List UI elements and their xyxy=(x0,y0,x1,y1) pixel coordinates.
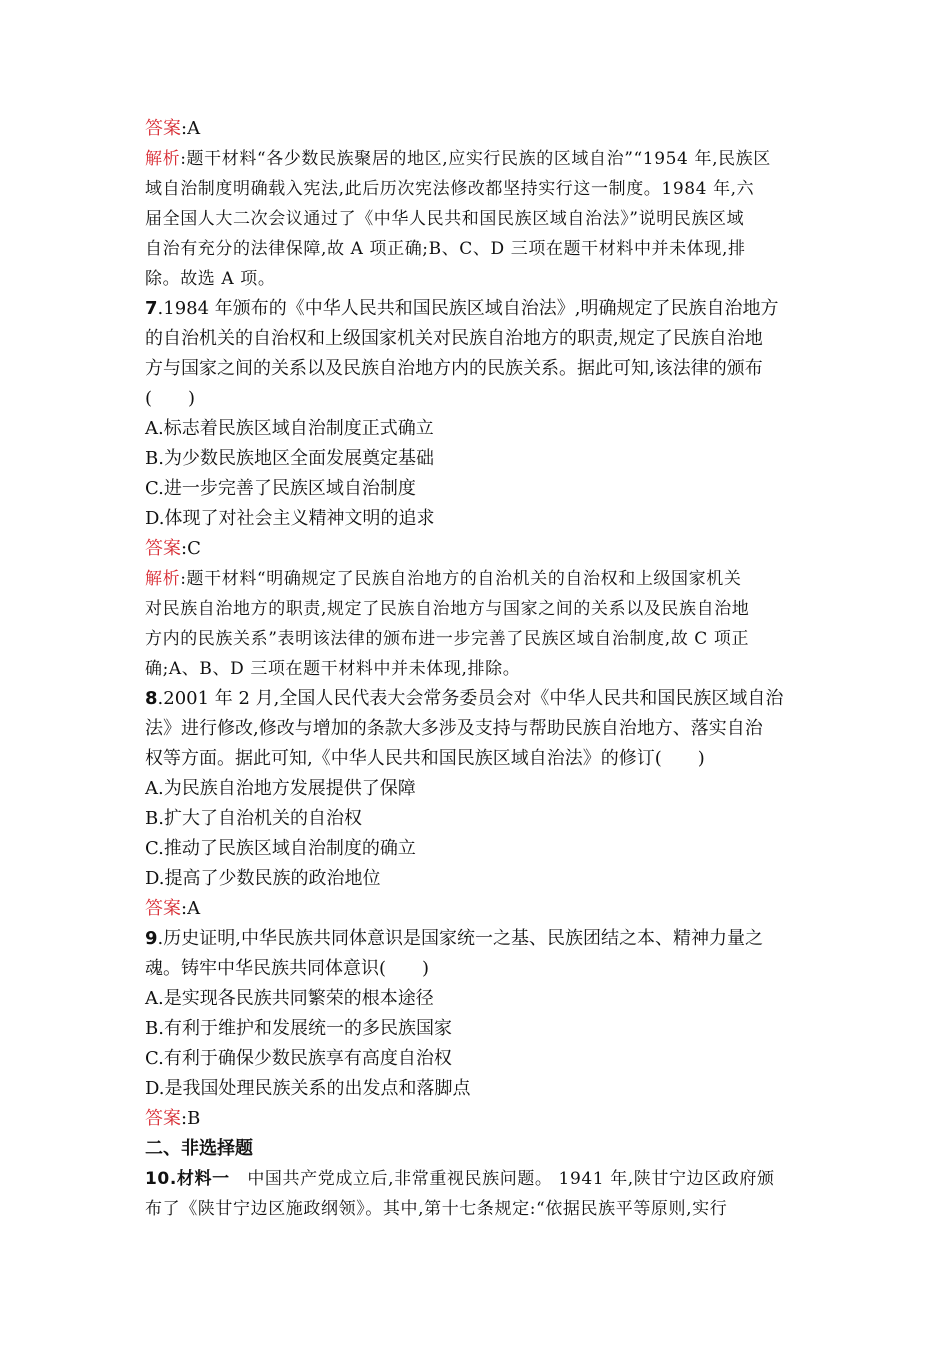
explanation-q6-line-1 xyxy=(145,144,811,174)
question-7-line-1 xyxy=(145,294,811,324)
answer-label: 答案 xyxy=(145,1108,181,1129)
answer-label: 答案 xyxy=(145,118,181,139)
explanation-q7-line-2: 对民族自治地方的职责,规定了民族自治地方与国家之间的关系以及民族自治地 xyxy=(145,599,750,619)
option-b: B.为少数民族地区全面发展奠定基础 xyxy=(145,448,434,469)
section-heading: 二、非选择题 xyxy=(145,1138,253,1159)
answer-value: :C xyxy=(181,538,201,559)
question-text: .历史证明,中华民族共同体意识是国家统一之基、民族团结之本、精神力量之 xyxy=(157,928,763,949)
explanation-label: 解析 xyxy=(145,149,181,169)
option-c: C.有利于确保少数民族享有高度自治权 xyxy=(145,1048,452,1069)
explanation-q7-line-3: 方内的民族关系”表明该法律的颁布进一步完善了民族区域自治制度,故 C 项正 xyxy=(145,629,750,649)
question-number: 10 xyxy=(145,1169,170,1189)
option-b: B.有利于维护和发展统一的多民族国家 xyxy=(145,1018,452,1039)
explanation-q6-line-3: 届全国人大二次会议通过了《中华人民共和国民族区域自治法》”说明民族区域 xyxy=(145,209,745,229)
option-b: B.扩大了自治机关的自治权 xyxy=(145,808,362,829)
option-a: A.为民族自治地方发展提供了保障 xyxy=(145,778,416,799)
explanation-q7-line-1 xyxy=(145,564,811,594)
option-a: A.标志着民族区域自治制度正式确立 xyxy=(145,418,434,439)
explanation-text: :题干材料“各少数民族聚居的地区,应实行民族的区域自治”“1954 年,民族区 xyxy=(180,149,771,169)
explanation-q7-line-4: 确;A、B、D 三项在题干材料中并未体现,排除。 xyxy=(145,659,521,679)
explanation-q6-line-2: 域自治制度明确载入宪法,此后历次宪法修改都坚持实行这一制度。1984 年,六 xyxy=(145,179,755,199)
option-c: C.进一步完善了民族区域自治制度 xyxy=(145,478,416,499)
question-8-line-2: 法》进行修改,修改与增加的条款大多涉及支持与帮助民族自治地方、落实自治 xyxy=(145,718,763,739)
question-8-line-1 xyxy=(145,684,811,714)
option-a: A.是实现各民族共同繁荣的根本途径 xyxy=(145,988,434,1009)
explanation-text: :题干材料“明确规定了民族自治地方的自治机关的自治权和上级国家机关 xyxy=(180,569,742,589)
material-text: 中国共产党成立后,非常重视民族问题。 1941 年,陕甘宁边区政府颁 xyxy=(229,1169,775,1189)
question-9-line-2: 魂。铸牢中华民族共同体意识( ) xyxy=(145,958,430,979)
answer-q6 xyxy=(145,114,811,144)
question-7-line-3: 方与国家之间的关系以及民族自治地方内的民族关系。据此可知,该法律的颁布 xyxy=(145,358,763,379)
explanation-label: 解析 xyxy=(145,569,181,589)
answer-label: 答案 xyxy=(145,538,181,559)
material-label: .材料一 xyxy=(169,1169,230,1189)
option-d: D.体现了对社会主义精神文明的追求 xyxy=(145,508,435,529)
page-content xyxy=(145,114,811,1224)
explanation-q6-line-4: 自治有充分的法律保障,故 A 项正确;B、C、D 三项在题干材料中并未体现,排 xyxy=(145,239,746,259)
answer-value: :A xyxy=(181,898,201,919)
answer-q7 xyxy=(145,534,811,564)
question-number: 7 xyxy=(145,298,158,319)
question-text: .2001 年 2 月,全国人民代表大会常务委员会对《中华人民共和国民族区域自治 xyxy=(157,688,784,709)
question-8-line-3: 权等方面。据此可知,《中华人民共和国民族区域自治法》的修订( ) xyxy=(145,748,705,769)
question-number: 9 xyxy=(145,928,158,949)
answer-label: 答案 xyxy=(145,898,181,919)
answer-q8 xyxy=(145,894,811,924)
question-text: .1984 年颁布的《中华人民共和国民族区域自治法》,明确规定了民族自治地方 xyxy=(157,298,779,319)
explanation-q6-line-5: 除。故选 A 项。 xyxy=(145,269,276,289)
question-10-line-2: 布了《陕甘宁边区施政纲领》。其中,第十七条规定:“依据民族平等原则,实行 xyxy=(145,1199,728,1219)
answer-value: :B xyxy=(181,1108,201,1129)
question-10-line-1 xyxy=(145,1164,811,1194)
option-d: D.提高了少数民族的政治地位 xyxy=(145,868,381,889)
answer-value: :A xyxy=(181,118,201,139)
question-number: 8 xyxy=(145,688,158,709)
question-7-line-4: ( ) xyxy=(145,388,196,409)
question-7-line-2: 的自治机关的自治权和上级国家机关对民族自治地方的职责,规定了民族自治地 xyxy=(145,328,763,349)
answer-q9 xyxy=(145,1104,811,1134)
option-c: C.推动了民族区域自治制度的确立 xyxy=(145,838,416,859)
question-9-line-1 xyxy=(145,924,811,954)
option-d: D.是我国处理民族关系的出发点和落脚点 xyxy=(145,1078,471,1099)
